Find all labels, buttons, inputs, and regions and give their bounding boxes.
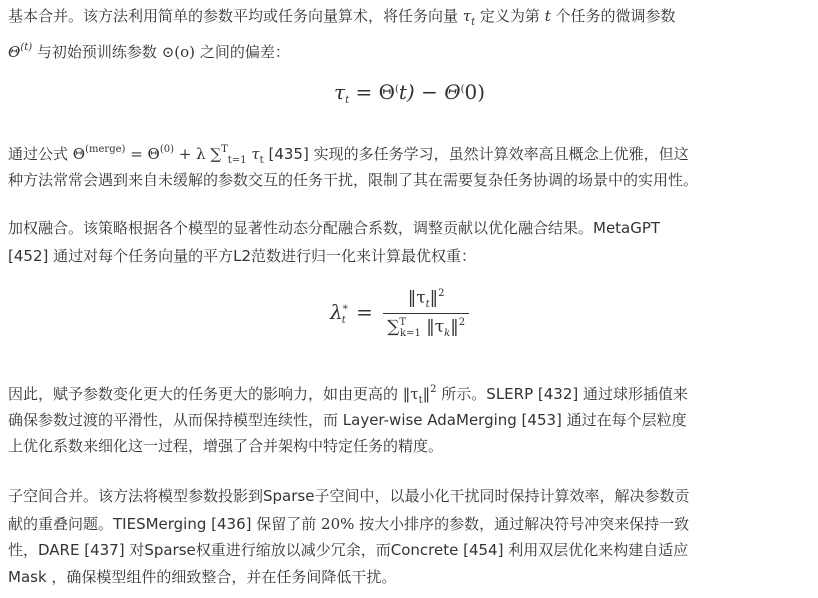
text: 所示。SLERP [432] 通过球形插值来 <box>441 385 688 403</box>
text: 与初始预训练参数 <box>36 43 157 61</box>
math-theta-t: $\Theta^{(t)}$ <box>8 42 33 61</box>
math-percent: 20% <box>321 515 355 533</box>
paragraph-basic-merge-line-2 <box>8 36 290 64</box>
text: 定义为第 <box>479 7 540 25</box>
paragraph-subspace-line-1: 子空间合并。该方法将模型参数投影到Sparse子空间中，以最小化干扰同时保持计算效率，解决参数贡 <box>8 487 690 505</box>
paragraph-subspace-line-4: Mask ，确保模型组件的细致整合，并在任务间降低干扰。 <box>8 568 397 586</box>
fraction: $\frac{‖\tau_t‖^2}{\sum^T_{k=1} ‖\tau_k‖^2}$ <box>383 288 469 339</box>
paragraph-weighted-merge-line-2: [452] 通过对每个任务向量的平方L2范数进行归一化来计算最优权重： <box>8 247 477 265</box>
paragraph-weighted-merge-line-1: 加权融合。该策略根据各个模型的显著性动态分配融合系数，调整贡献以优化融合结果。MetaGPT <box>8 219 661 237</box>
math-tau: $\tau_t$ <box>462 7 476 28</box>
math-merge-formula: $\Theta^{(merge)} = \Theta^{(0)} + \lambda$ ∑$^T_{t=1}$ $\tau_t$ <box>72 144 264 166</box>
paragraph-basic-merge-line-1 <box>8 4 676 35</box>
text: 献的重叠问题。TIESMerging [436] 保留了前 <box>8 515 317 533</box>
equation-optimal-weight: $\lambda^*_t$ = $\frac{‖\tau_t‖^2}{\sum^T_{k=1} ‖\tau_k‖^2}$ <box>330 288 469 339</box>
text: [435] 实现的多任务学习，虽然计算效率高且概念上优雅，但这 <box>268 145 689 163</box>
paragraph-subspace-line-3: 性，DARE [437] 对Sparse权重进行缩放以减少冗余，而Concrete [454] 利用双层优化来构建自适应 <box>8 541 689 559</box>
paragraph-influence-line-2: 确保参数过渡的平滑性，从而保持模型连续性，而 Layer-wise AdaMerging [453] 通过在每个层粒度 <box>8 411 687 429</box>
text: 基本合并。该方法利用简单的参数平均或任务向量算术，将任务向量 <box>8 7 459 25</box>
text: 个任务的微调参数 <box>555 7 676 25</box>
math-norm: $‖\tau_t‖^2$ <box>402 384 437 406</box>
text: 通过公式 <box>8 145 69 163</box>
text: 因此，赋予参数变化更大的任务更大的影响力，如由更高的 <box>8 385 399 403</box>
math-theta-0: ⊙(o) <box>161 43 196 61</box>
equation-task-vector: $\tau_t = \Theta^(t) - \Theta^(0$) <box>334 80 486 106</box>
text: 之间的偏差： <box>199 43 290 61</box>
text: 按大小排序的参数，通过解决符号冲突来保持一致 <box>359 515 690 533</box>
paragraph-subspace-line-2 <box>8 512 689 536</box>
math-t: t <box>544 7 551 25</box>
paragraph-merge-formula-line-2: 种方法常常会遇到来自未缓解的参数交互的任务干扰，限制了其在需要复杂任务协调的场景中的实用性。 <box>8 171 699 189</box>
paragraph-influence-line-3: 上优化系数来细化这一过程，增强了合并架构中特定任务的精度。 <box>8 437 444 455</box>
